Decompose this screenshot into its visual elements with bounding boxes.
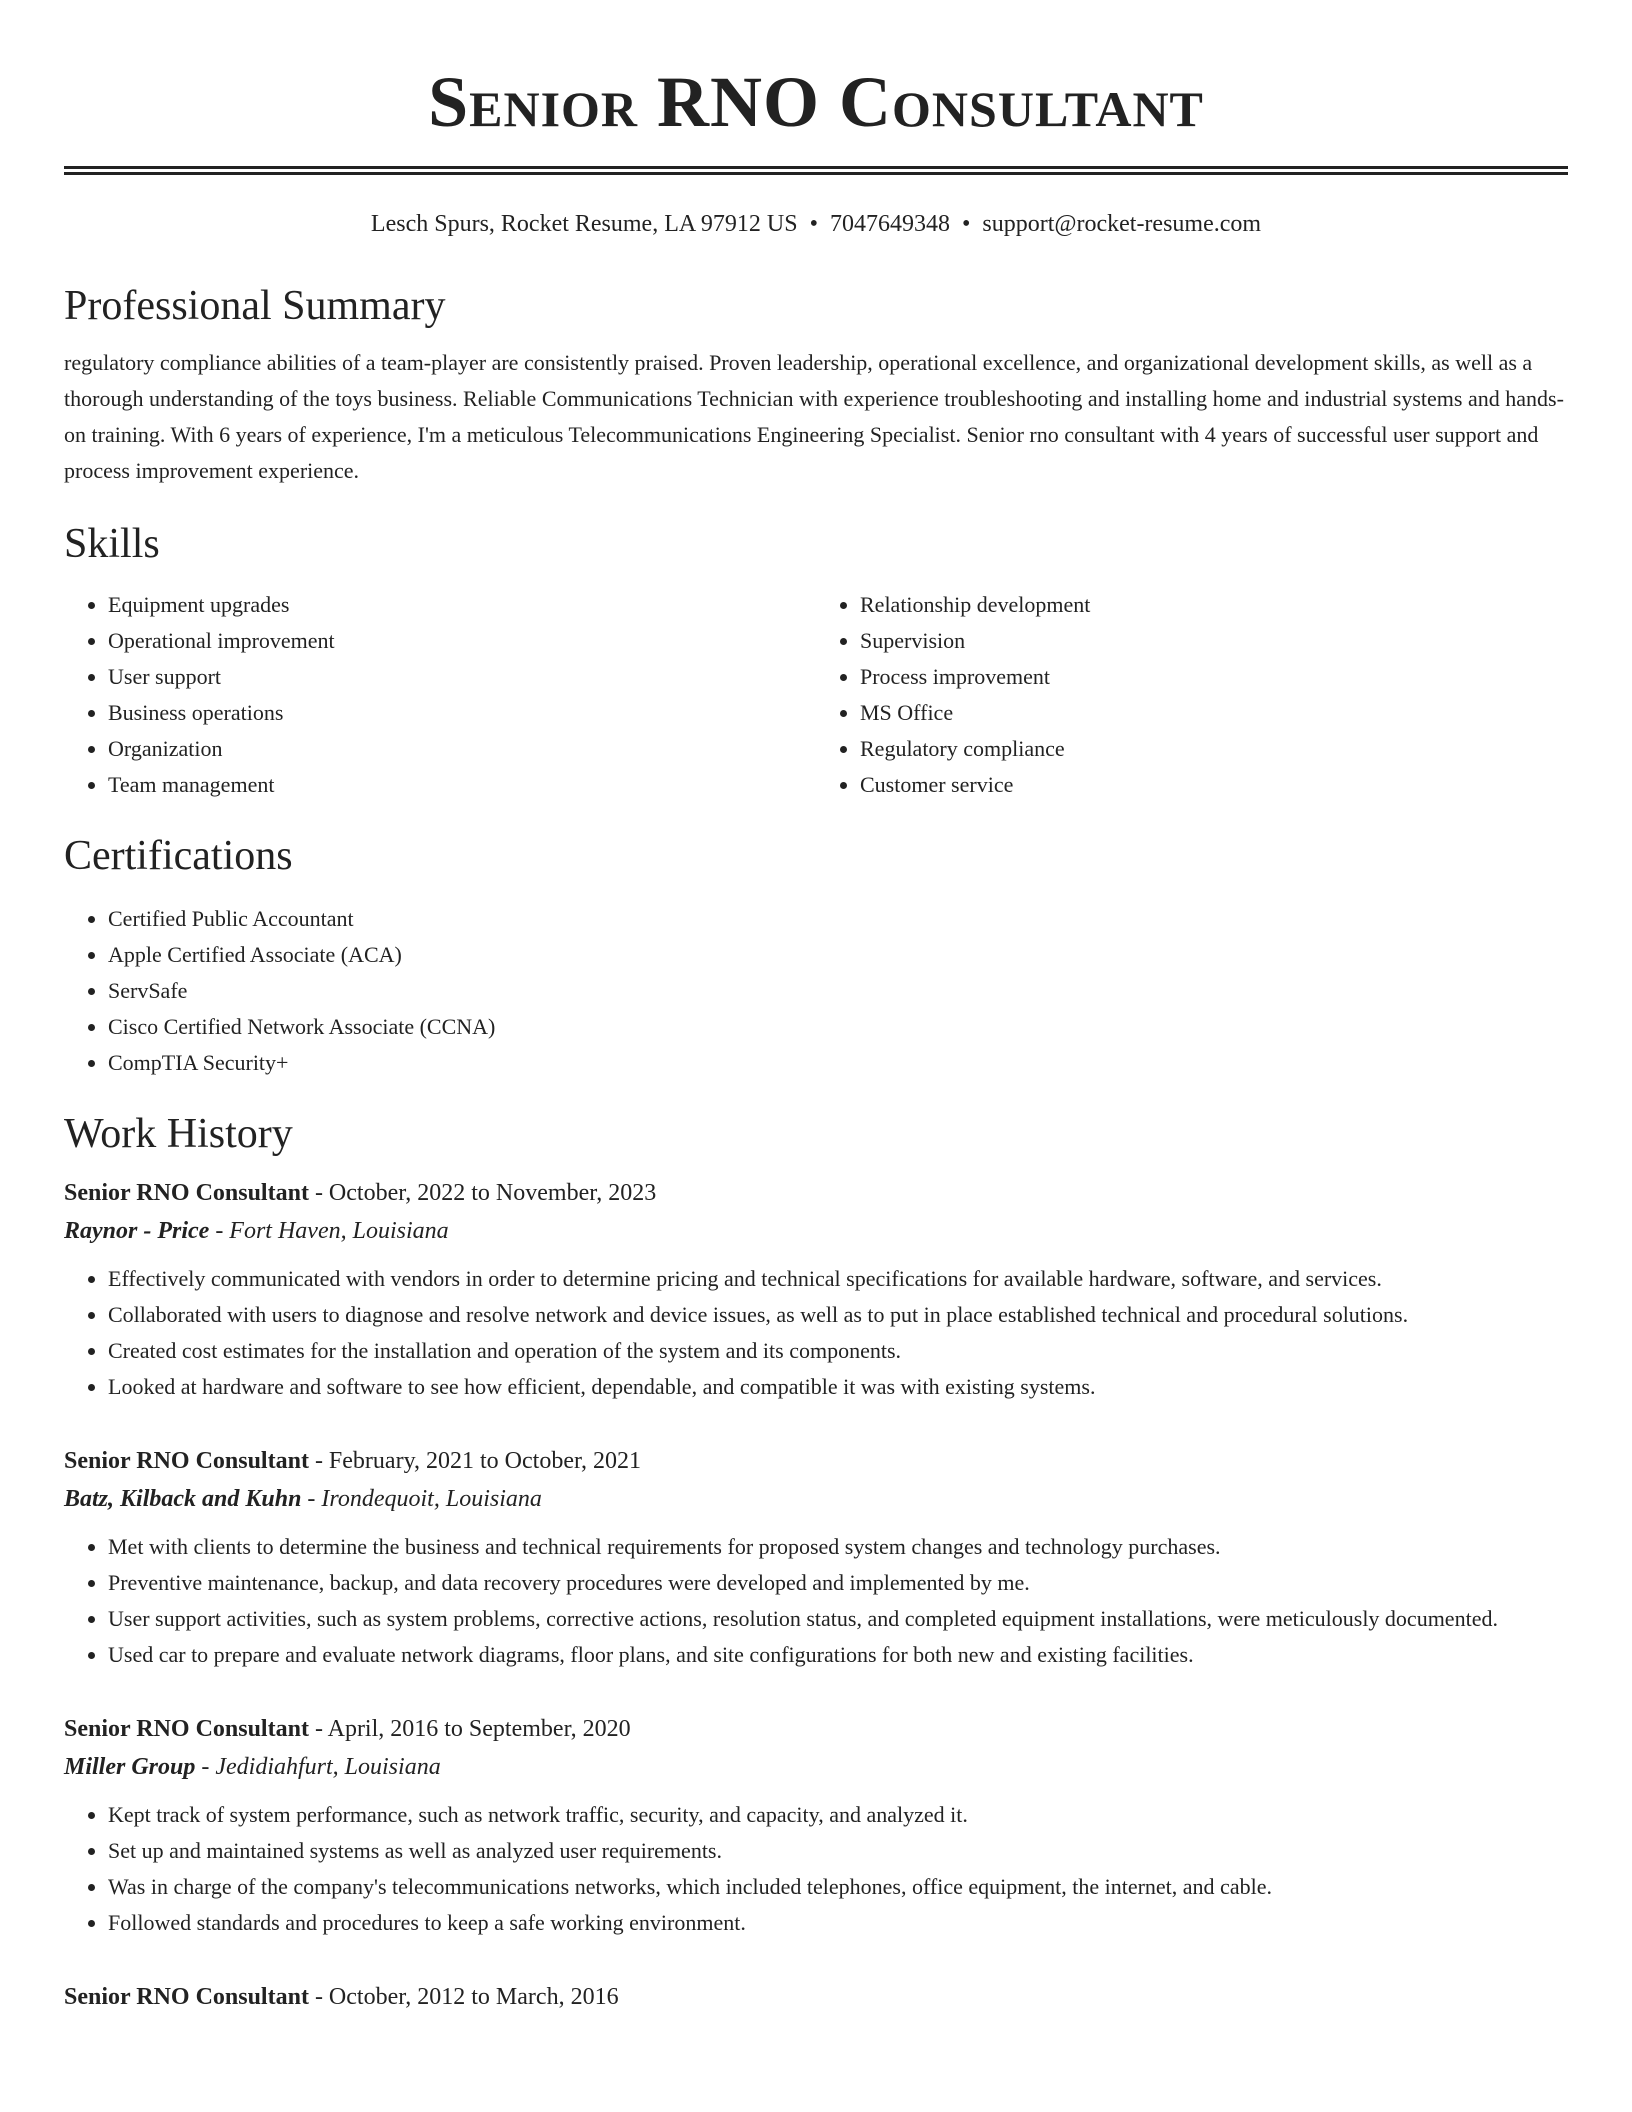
certification-item: • ServSafe [108,973,1568,1009]
job-company: Batz, Kilback and Kuhn [64,1486,302,1512]
job-bullets [64,1529,1568,1673]
job-bullet: • Followed standards and procedures to keep a safe working environment. [108,1905,1568,1941]
job-bullets [64,1797,1568,1941]
certifications-list [64,901,1568,1081]
skill-item: • Team management [108,767,816,803]
job-location: - Fort Haven, Louisiana [209,1218,449,1244]
job-bullet: • Effectively communicated with vendors in order to determine pricing and technical specifications for available hardware, software, and services. [108,1261,1568,1297]
job-bullet: • Created cost estimates for the installation and operation of the system and its components. [108,1333,1568,1369]
contact-separator: • [809,211,818,237]
contact-email: support@rocket-resume.com [982,211,1262,237]
job-company-line [64,1211,1568,1251]
skill-item: • Operational improvement [108,623,816,659]
certification-item: • Apple Certified Associate (ACA) [108,937,1568,973]
job-dates: - October, 2012 to March, 2016 [308,1984,619,2010]
job-entry [64,1443,1568,1673]
job-entry [64,1175,1568,1405]
job-dates: - April, 2016 to September, 2020 [308,1716,631,1742]
job-dates: - February, 2021 to October, 2021 [308,1448,642,1474]
job-company: Raynor - Price [64,1218,210,1244]
skill-item: • User support [108,659,816,695]
summary-heading: Professional Summary [64,283,446,329]
job-title-line [64,1175,1568,1211]
skill-item: • Organization [108,731,816,767]
job-title: Senior RNO Consultant [64,1180,309,1206]
job-location: - Irondequoit, Louisiana [301,1486,542,1512]
job-title-line [64,1711,1568,1747]
job-bullet: • Was in charge of the company's telecommunications networks, which included telephones, office equipment, the internet, and cable. [108,1869,1568,1905]
job-title-line [64,1979,1568,2015]
skill-item: • Process improvement [860,659,1568,695]
job-entry [64,1711,1568,1941]
job-company-line [64,1747,1568,1787]
job-company-line [64,1479,1568,1519]
job-location: - Jedidiahfurt, Louisiana [195,1754,441,1780]
summary-text: regulatory compliance abilities of a team-player are consistently praised. Proven leadership, operational excellence, and organizational development skills, as well as a thorough understanding of the toys business. Reliable Communications Technician with experience troubleshooting and installing home and industrial systems and hands-on training. With 6 years of experience, I'm a meticulous Telecommunications Engineering Specialist. Senior rno consultant with 4 years of successful user support and process improvement experience. [64,350,1564,483]
skill-item: • Customer service [860,767,1568,803]
work-history-heading: Work History [64,1111,293,1157]
contact-address: Lesch Spurs, Rocket Resume, LA 97912 US [370,211,798,237]
job-bullet: • User support activities, such as system problems, corrective actions, resolution status, and completed equipment installations, were meticulously documented. [108,1601,1568,1637]
certification-item: • Cisco Certified Network Associate (CCNA) [108,1009,1568,1045]
title-divider [64,166,1568,175]
job-title: Senior RNO Consultant [64,1984,309,2010]
job-title: Senior RNO Consultant [64,1448,309,1474]
certification-item: • Certified Public Accountant [108,901,1568,937]
skills-columns [64,587,1568,803]
job-bullet: • Met with clients to determine the business and technical requirements for proposed system changes and technology purchases. [108,1529,1568,1565]
job-bullet: • Collaborated with users to diagnose and resolve network and device issues, as well as to put in place established technical and procedural solutions. [108,1297,1568,1333]
job-bullet: • Looked at hardware and software to see how efficient, dependable, and compatible it was with existing systems. [108,1369,1568,1405]
skills-list-left [64,587,816,803]
resume-page [64,0,1568,2015]
job-title: Senior RNO Consultant [64,1716,309,1742]
job-title-line [64,1443,1568,1479]
skill-item: • Relationship development [860,587,1568,623]
job-bullets [64,1261,1568,1405]
skill-item: • Supervision [860,623,1568,659]
job-bullet: • Preventive maintenance, backup, and data recovery procedures were developed and implemented by me. [108,1565,1568,1601]
resume-title: Senior RNO Consultant [428,62,1204,142]
job-entry [64,1979,1568,2015]
contact-separator: • [961,211,971,237]
job-dates: - October, 2022 to November, 2023 [308,1180,657,1206]
contact-line [64,209,1568,239]
contact-phone: 7047649348 [829,211,950,237]
job-bullet: • Kept track of system performance, such as network traffic, security, and capacity, and analyzed it. [108,1797,1568,1833]
skill-item: • MS Office [860,695,1568,731]
skills-list-right [816,587,1568,803]
skill-item: • Regulatory compliance [860,731,1568,767]
job-bullet: • Set up and maintained systems as well as analyzed user requirements. [108,1833,1568,1869]
skill-item: • Equipment upgrades [108,587,816,623]
job-company: Miller Group [64,1754,196,1780]
certification-item: • CompTIA Security+ [108,1045,1568,1081]
job-bullet: • Used car to prepare and evaluate network diagrams, floor plans, and site configurations for both new and existing facilities. [108,1637,1568,1673]
certifications-heading: Certifications [64,833,293,879]
skills-heading: Skills [64,521,160,567]
skill-item: • Business operations [108,695,816,731]
